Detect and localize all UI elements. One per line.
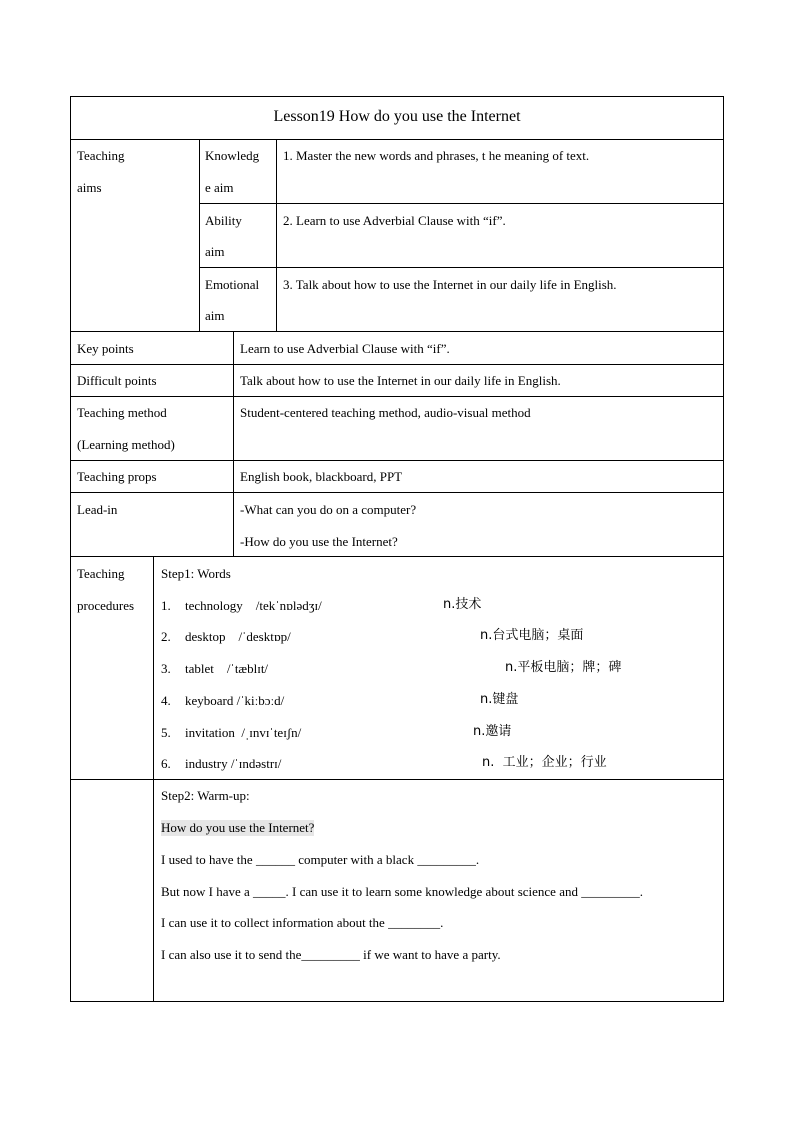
teaching-method-text: Student-centered teaching method, audio-visual method [240, 405, 531, 420]
row-divider [70, 779, 724, 780]
row-divider [70, 364, 724, 365]
word-entry: technology /tekˈnɒlədʒɪ/ [185, 598, 322, 613]
page-title: Lesson19 How do you use the Internet [273, 108, 521, 125]
word-meaning: n.台式电脑；桌面 [480, 628, 584, 643]
word-meaning: n.邀请 [473, 724, 512, 739]
column-divider [276, 139, 277, 331]
aim-type-emotional-line2: aim [205, 308, 225, 323]
procedures-label-line2: procedures [77, 598, 135, 613]
word-number: 3. [161, 661, 171, 676]
word-entry: keyboard /ˈkiːbɔːd/ [185, 693, 285, 708]
column-divider [233, 331, 234, 556]
difficult-points-text: Talk about how to use the Internet in our daily life in English. [240, 373, 561, 388]
procedures-label-line1: Teaching [77, 566, 125, 581]
column-divider [153, 556, 154, 1002]
warm-up-sentence: I can also use it to send the_________ if we want to have a party. [161, 947, 501, 962]
word-number: 4. [161, 693, 171, 708]
word-entry: desktop /ˈdesktɒp/ [185, 629, 291, 644]
lead-in-question-2: -How do you use the Internet? [240, 534, 398, 549]
row-divider [70, 331, 724, 332]
word-meaning: n.技术 [443, 597, 482, 612]
word-number: 6. [161, 756, 171, 771]
word-entry: industry /ˈɪndəstrɪ/ [185, 756, 282, 771]
teaching-method-label-line1: Teaching method [77, 405, 167, 420]
lead-in-label: Lead-in [77, 502, 118, 517]
row-divider [199, 267, 724, 268]
column-divider [199, 139, 200, 331]
aim-ability-text: 2. Learn to use Adverbial Clause with “if”. [283, 213, 506, 228]
teaching-props-label: Teaching props [77, 469, 157, 484]
word-number: 2. [161, 629, 171, 644]
row-divider [70, 492, 724, 493]
aim-emotional-text: 3. Talk about how to use the Internet in our daily life in English. [283, 277, 617, 292]
difficult-points-label: Difficult points [77, 373, 157, 388]
word-number: 1. [161, 598, 171, 613]
word-meaning: n.平板电脑；牌；碑 [505, 660, 622, 675]
word-number: 5. [161, 725, 171, 740]
row-divider [70, 460, 724, 461]
step2-heading: Step2: Warm-up: [161, 788, 250, 803]
warm-up-question: How do you use the Internet? [161, 820, 315, 835]
word-entry: tablet /ˈtæblɪt/ [185, 661, 269, 676]
key-points-text: Learn to use Adverbial Clause with “if”. [240, 341, 450, 356]
row-divider [70, 396, 724, 397]
aim-type-knowledge-line2: e aim [205, 180, 234, 195]
warm-up-sentence: I used to have the ______ computer with a black _________. [161, 852, 480, 867]
aim-type-ability-line2: aim [205, 244, 225, 259]
aim-type-ability-line1: Ability [205, 213, 242, 228]
word-entry: invitation /ˌɪnvɪˈteɪʃn/ [185, 725, 302, 740]
aim-type-emotional-line1: Emotional [205, 277, 260, 292]
warm-up-sentence: I can use it to collect information about the ________. [161, 915, 444, 930]
word-meaning: n.键盘 [480, 692, 519, 707]
step1-heading: Step1: Words [161, 566, 231, 581]
aim-knowledge-text: 1. Master the new words and phrases, t he meaning of text. [283, 148, 590, 163]
lead-in-question-1: -What can you do on a computer? [240, 502, 417, 517]
teaching-aims-label-line2: aims [77, 180, 102, 195]
row-divider [199, 203, 276, 204]
teaching-props-text: English book, blackboard, PPT [240, 469, 403, 484]
teaching-aims-label-line1: Teaching [77, 148, 125, 163]
row-divider [276, 203, 724, 204]
key-points-label: Key points [77, 341, 134, 356]
word-meaning: n. 工业；企业；行业 [482, 755, 607, 770]
row-divider [70, 139, 724, 140]
aim-type-knowledge-line1: Knowledg [205, 148, 260, 163]
row-divider [70, 556, 724, 557]
teaching-method-label-line2: (Learning method) [77, 437, 175, 452]
warm-up-sentence: But now I have a _____. I can use it to learn some knowledge about science and _________. [161, 884, 643, 899]
